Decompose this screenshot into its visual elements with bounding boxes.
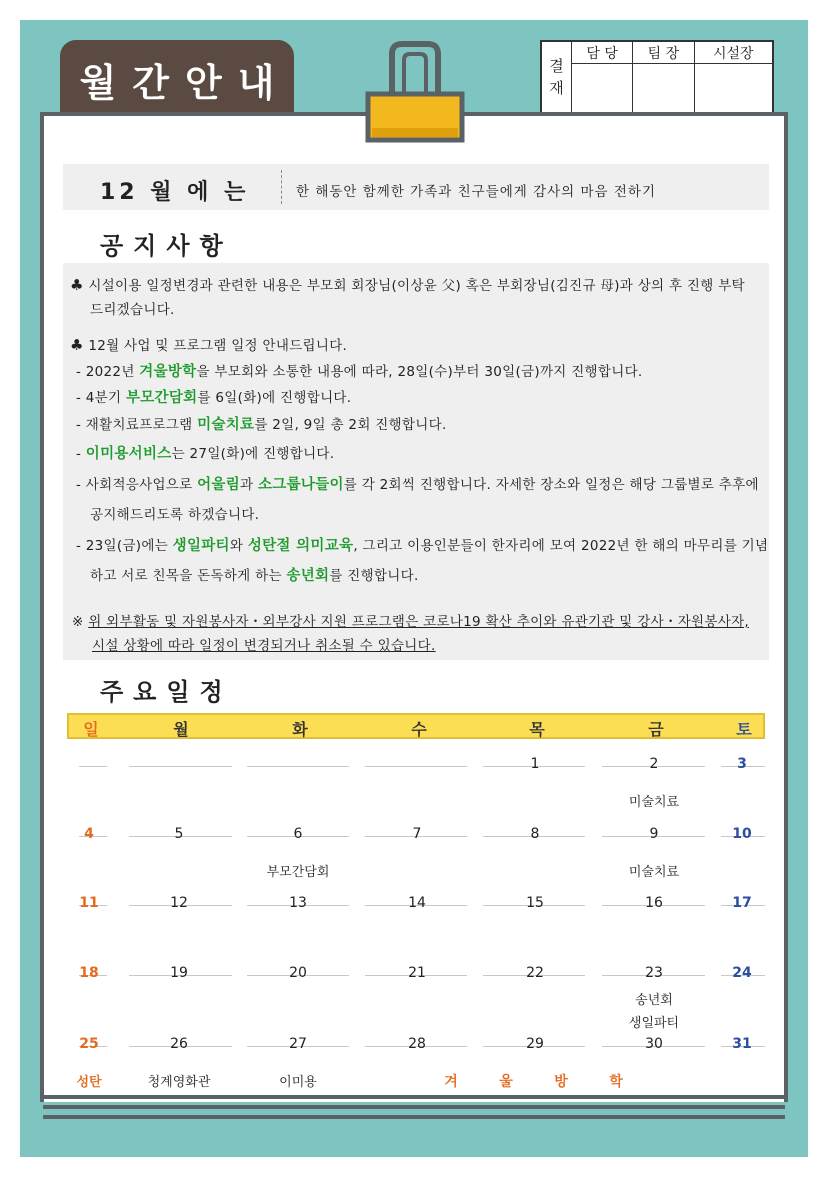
month-divider: [281, 170, 282, 204]
calendar-cell-line: [365, 766, 467, 767]
calendar-date: 2: [649, 756, 659, 772]
calendar-date: 13: [289, 895, 307, 911]
calendar-date: 18: [79, 965, 99, 981]
calendar-event: 부모간담회: [266, 865, 330, 880]
notice-line-social: - 사회적응사업으로 어울림과 소그룹나들이를 각 2회씩 진행합니다. 자세한 장소와 일정은 해당 그룹별로 추후에: [76, 477, 759, 493]
notice-line-parents-meeting: - 4분기 부모간담회를 6일(화)에 진행합니다.: [76, 390, 352, 406]
calendar-date: 22: [526, 965, 544, 981]
notice-line-party-cont: 하고 서로 친목을 돈독하게 하는 송년회를 진행합니다.: [90, 568, 419, 584]
calendar-date: 7: [412, 826, 422, 842]
notice-line-art-therapy: - 재활치료프로그램 미술치료를 2일, 9일 총 2회 진행합니다.: [76, 417, 447, 433]
notice-line-beauty: - 이미용서비스는 27일(화)에 진행합니다.: [76, 446, 335, 462]
schedule-title: 주요일정: [100, 678, 233, 706]
calendar-cell-line: [129, 766, 232, 767]
calendar-date: 29: [526, 1036, 544, 1052]
approval-col-leader: 팀 장: [633, 42, 694, 64]
day-header: 금: [648, 720, 664, 739]
vacation-label: 울: [499, 1074, 513, 1090]
day-header: 목: [529, 720, 545, 739]
approval-sign-leader: [633, 64, 694, 113]
calendar-date: 19: [170, 965, 188, 981]
day-header: 일: [83, 720, 99, 739]
vacation-label: 겨: [444, 1074, 458, 1090]
notice-warning-cont: 시설 상황에 따라 일정이 변경되거나 취소될 수 있습니다.: [92, 638, 436, 654]
calendar-date: 15: [526, 895, 544, 911]
calendar-date: 30: [645, 1036, 663, 1052]
notice-title: 공지사항: [100, 232, 233, 260]
notice-line-social-cont: 공지해드리도록 하겠습니다.: [90, 507, 260, 523]
calendar-date: 1: [530, 756, 540, 772]
calendar-date: 12: [170, 895, 188, 911]
calendar: [67, 713, 765, 1099]
calendar-event: 청계영화관: [147, 1075, 211, 1090]
calendar-date: 14: [408, 895, 426, 911]
calendar-cell-line: [247, 766, 349, 767]
calendar-date: 17: [732, 895, 752, 911]
notice-item-2: ♣ 12월 사업 및 프로그램 일정 안내드립니다.: [70, 336, 348, 354]
calendar-header: [67, 713, 765, 739]
calendar-event: 미술치료: [628, 865, 680, 880]
calendar-event: 생일파티: [628, 1016, 680, 1031]
paper-bottom-lines: [40, 1095, 788, 1125]
club-icon: ♣: [70, 276, 84, 294]
calendar-date: 5: [174, 826, 184, 842]
calendar-event: 성탄: [76, 1075, 102, 1090]
notice-warning: ※ 위 외부활동 및 자원봉사자・외부강사 지원 프로그램은 코로나19 확산 추이와 유관기관 및 강사・자원봉사자,: [72, 614, 750, 630]
approval-sign-director: [694, 64, 772, 113]
page-title: 월간안내: [79, 61, 291, 105]
notice-item-1-cont: 드리겠습니다.: [90, 302, 175, 318]
calendar-date: 27: [289, 1036, 307, 1052]
month-label: 12 월 에 는: [100, 180, 250, 205]
calendar-event: 이미용: [279, 1075, 317, 1090]
vacation-label: 방: [554, 1074, 568, 1090]
calendar-event: 미술치료: [628, 795, 680, 810]
calendar-cell-line: [79, 766, 107, 767]
binder-clip-icon: [362, 40, 468, 144]
calendar-date: 25: [79, 1036, 99, 1052]
calendar-date: 23: [645, 965, 663, 981]
calendar-date: 24: [732, 965, 752, 981]
calendar-date: 10: [732, 826, 752, 842]
calendar-date: 8: [530, 826, 540, 842]
paper-line: [43, 1115, 785, 1119]
day-header: 월: [173, 720, 189, 739]
calendar-date: 6: [293, 826, 303, 842]
calendar-date: 16: [645, 895, 663, 911]
reference-mark: ※: [72, 614, 84, 630]
calendar-date: 20: [289, 965, 307, 981]
calendar-date: 26: [170, 1036, 188, 1052]
approval-box: [540, 40, 774, 114]
notice-line-vacation: - 2022년 겨울방학을 부모회와 소통한 내용에 따라, 28일(수)부터 30일(금)까지 진행합니다.: [76, 364, 643, 380]
calendar-date: 28: [408, 1036, 426, 1052]
calendar-date: 4: [84, 826, 94, 842]
month-message: 한 해동안 함께한 가족과 친구들에게 감사의 마음 전하기: [296, 184, 656, 200]
notice-item-1: ♣ 시설이용 일정변경과 관련한 내용은 부모회 회장님(이상윤 父) 혹은 부회장님(김진규 母)과 상의 후 진행 부탁: [70, 276, 745, 294]
calendar-event: 송년회: [635, 993, 673, 1008]
approval-sign-staff: [572, 64, 633, 113]
vacation-label: 학: [609, 1074, 623, 1090]
calendar-date: 3: [737, 756, 747, 772]
day-header: 수: [411, 720, 427, 739]
club-icon: ♣: [70, 336, 84, 354]
calendar-date: 21: [408, 965, 426, 981]
day-header: 화: [292, 720, 308, 739]
notice-line-party: - 23일(금)에는 생일파티와 성탄절 의미교육, 그리고 이용인분들이 한자리에 모여 2022년 한 해의 마무리를 기념: [76, 538, 769, 554]
day-header: 토: [736, 720, 752, 739]
approval-col-staff: 담 당: [572, 42, 633, 64]
approval-col-director: 시설장: [694, 42, 772, 64]
title-tab: [60, 40, 294, 120]
calendar-date: 9: [649, 826, 659, 842]
approval-side-label: 결재: [542, 42, 572, 113]
calendar-date: 11: [79, 895, 99, 911]
calendar-date: 31: [732, 1036, 752, 1052]
paper-line: [43, 1105, 785, 1109]
